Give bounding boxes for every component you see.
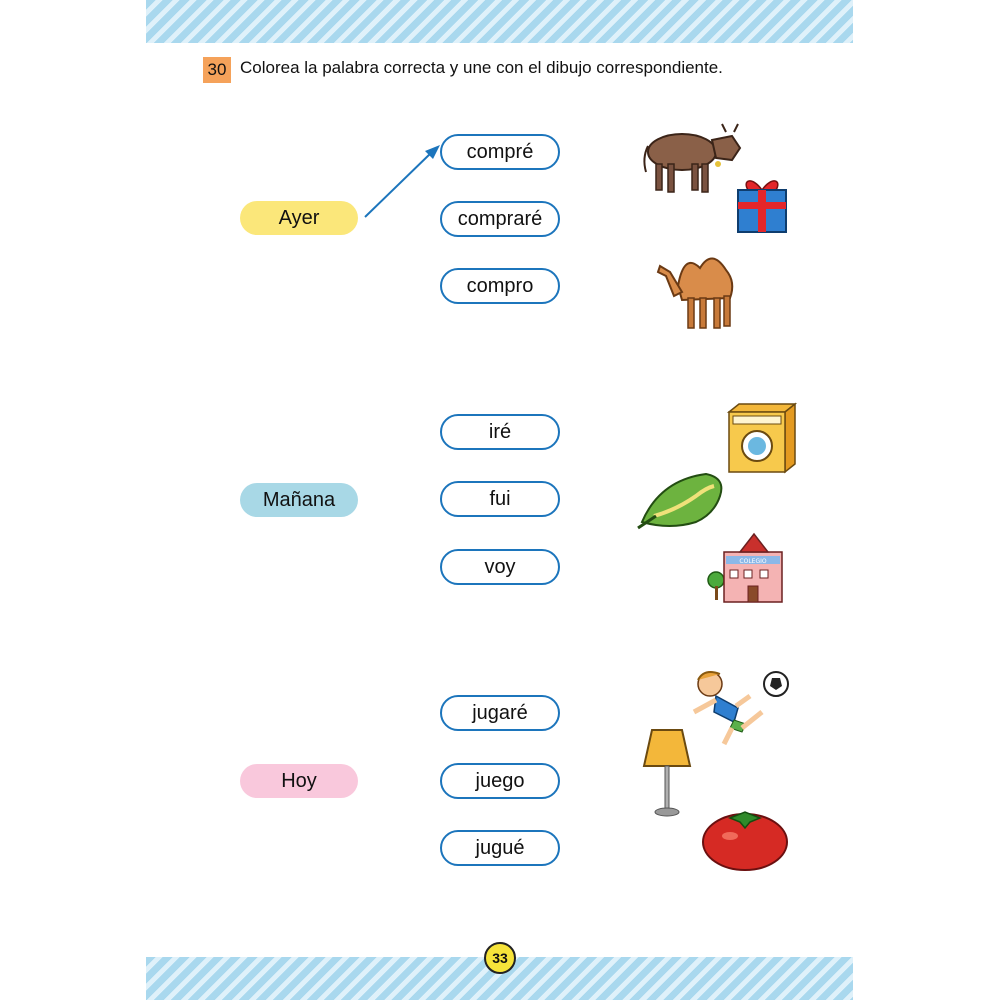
top-striped-band [146, 0, 853, 43]
word-option-ire[interactable]: iré [440, 414, 560, 450]
lettuce-icon[interactable] [636, 470, 728, 534]
word-option-fui[interactable]: fui [440, 481, 560, 517]
cow-icon[interactable] [640, 118, 744, 196]
word-option-voy[interactable]: voy [440, 549, 560, 585]
school-icon[interactable] [704, 528, 786, 604]
lamp-icon[interactable] [640, 726, 694, 818]
word-option-comprare[interactable]: compraré [440, 201, 560, 237]
example-connecting-arrow [355, 135, 445, 225]
page-number-badge: 33 [484, 942, 516, 974]
word-option-juego[interactable]: juego [440, 763, 560, 799]
exercise-instruction: Colorea la palabra correcta y une con el dibujo correspondiente. [240, 58, 723, 77]
tense-label-manana[interactable]: Mañana [240, 483, 358, 517]
washing-machine-icon[interactable] [725, 400, 799, 476]
word-option-compro[interactable]: compro [440, 268, 560, 304]
word-option-jugare[interactable]: jugaré [440, 695, 560, 731]
tense-label-hoy[interactable]: Hoy [240, 764, 358, 798]
boy-playing-soccer-icon[interactable] [686, 666, 792, 752]
exercise-number-badge: 30 [203, 57, 231, 83]
word-option-compre[interactable]: compré [440, 134, 560, 170]
school-sign-text: COLEGIO [739, 558, 767, 565]
word-option-jugue[interactable]: jugué [440, 830, 560, 866]
gift-box-icon[interactable] [734, 172, 790, 236]
tense-label-ayer[interactable]: Ayer [240, 201, 358, 235]
camel-icon[interactable] [654, 242, 746, 334]
tomato-icon[interactable] [700, 802, 790, 872]
